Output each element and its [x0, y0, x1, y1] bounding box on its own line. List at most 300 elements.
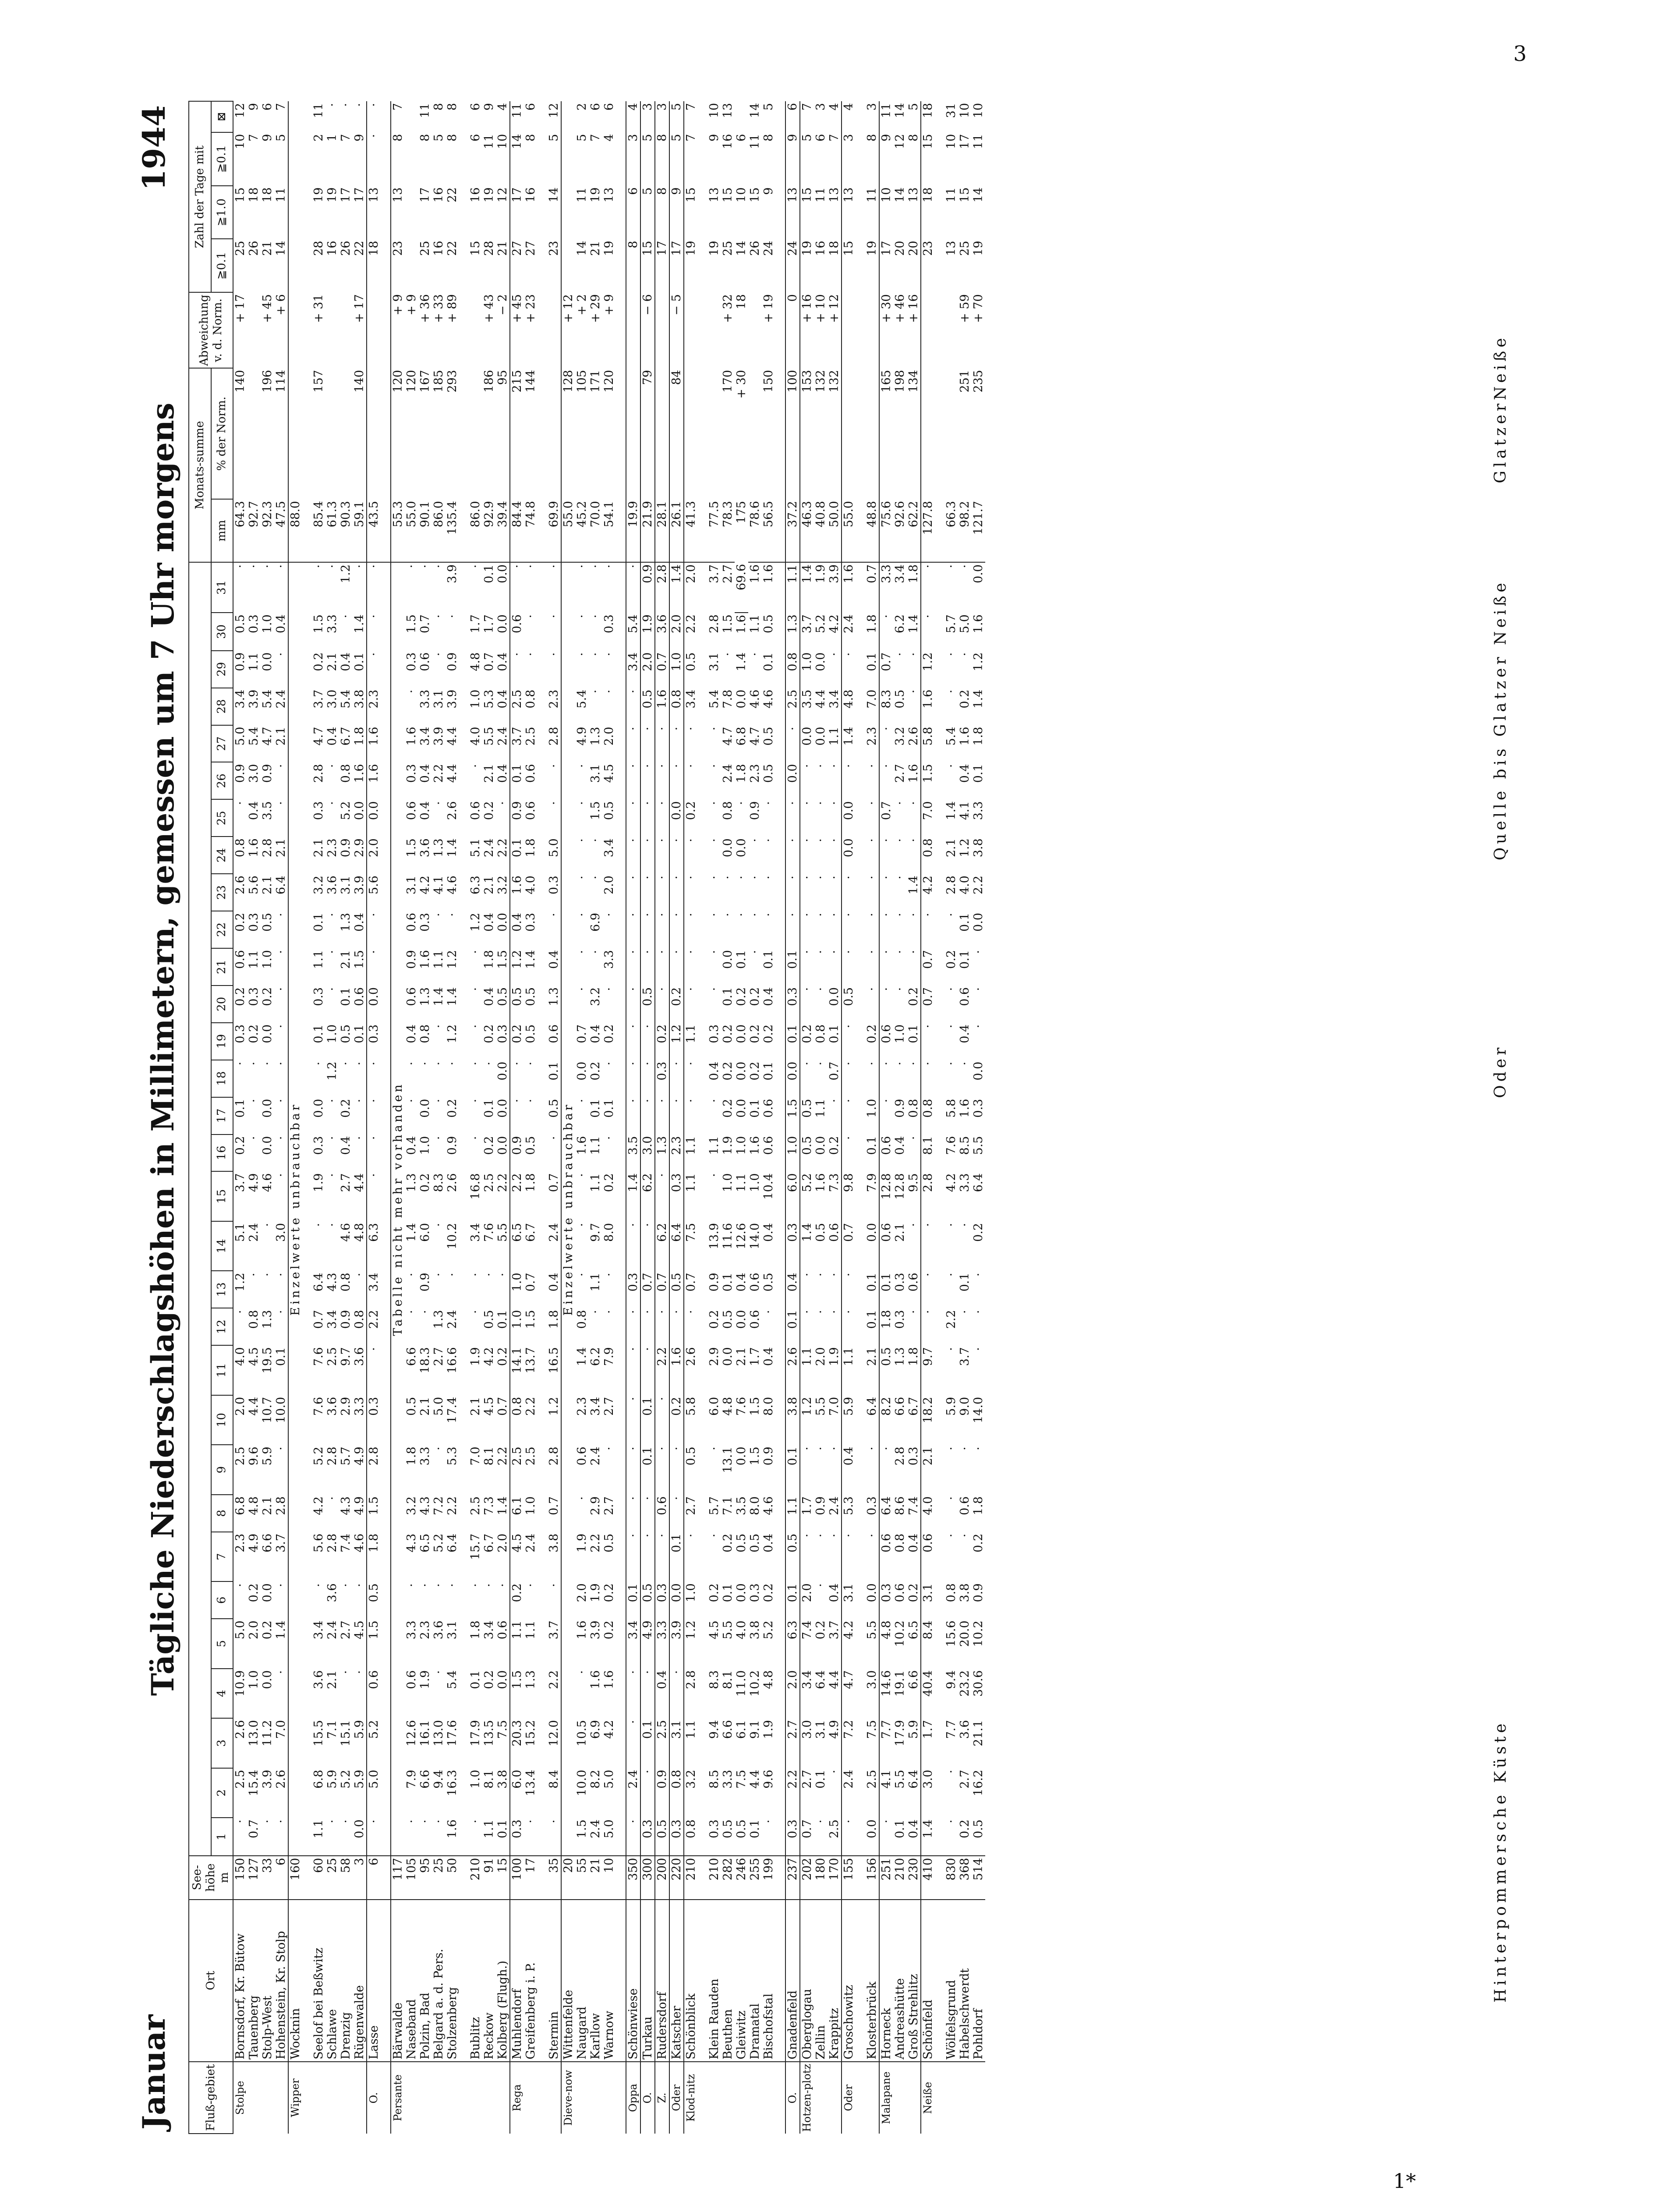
day-value: 0.2 [972, 1533, 985, 1553]
day-value: 0.7 [655, 651, 669, 688]
deviation: + 9 [391, 292, 405, 368]
day-value: · [842, 651, 865, 688]
day-value: 8.1 [921, 1134, 944, 1172]
percent-norm [865, 368, 879, 499]
day-value: 2.0 [367, 837, 391, 874]
day-value: 6.5 [418, 1533, 432, 1553]
day-value: 0.2 [958, 689, 972, 709]
day-value: 15.5 [312, 1720, 325, 1747]
day-value: · [958, 652, 972, 656]
day-value: · [800, 911, 814, 948]
percent-norm: 100 [785, 368, 800, 499]
day-value: 1.8 [469, 1620, 482, 1640]
day-value: 2.4 [482, 838, 496, 858]
station-name: Tauenberg [247, 1900, 261, 2062]
flussgebiet-cell [589, 2062, 602, 2134]
deviation [842, 292, 865, 368]
day-value: · [575, 913, 589, 917]
day-value: · [367, 1134, 391, 1172]
day-value: · [233, 562, 247, 613]
day-value: 3.4 [800, 1669, 814, 1719]
table-row [325, 101, 339, 2134]
day-value: · [432, 1273, 446, 1277]
table-row [865, 101, 879, 2134]
day-value: 0.6 [575, 1446, 589, 1466]
day-value: 0.5 [762, 614, 775, 634]
days-box: 8 [432, 103, 446, 111]
day-value: 1.2 [325, 1061, 339, 1081]
region-quelle: Quelle bis Glatzer Neiße [1492, 579, 1510, 861]
elevation-cell: 237 [785, 1856, 800, 1900]
table-row [602, 101, 626, 2134]
day-value: 0.4 [418, 801, 432, 820]
day-value: 1.0 [721, 1173, 735, 1192]
day-value: 13.9 [707, 1223, 721, 1250]
day-value: 12.8 [893, 1173, 907, 1200]
day-value: 2.1 [865, 1347, 879, 1366]
day-value: 2.7 [958, 1769, 972, 1789]
days-ge01: 20 [893, 241, 907, 256]
day-value: 1.3 [893, 1347, 907, 1366]
day-value: 7.3 [482, 1496, 496, 1515]
deviation: 0 [785, 292, 800, 368]
days-ge01: 19 [865, 241, 879, 256]
day-value: 0.4 [247, 801, 261, 820]
day-value: 0.2 [684, 799, 707, 837]
elevation-cell: 282 [721, 1856, 735, 1900]
day-value: 1.1 [785, 562, 800, 613]
day-value: 13.1 [721, 1446, 735, 1473]
station-name: Naseband [405, 1900, 418, 2062]
day-value: 1.5 [748, 1397, 762, 1416]
monthly-sum: 98.2 [958, 499, 972, 562]
monthly-sum: 28.1 [655, 499, 669, 562]
day-value: · [626, 1345, 640, 1395]
monthly-sum: 92.3 [261, 499, 274, 562]
day-value: 5.5 [893, 1769, 907, 1789]
day-value: · [707, 727, 721, 731]
days-ge01: 25 [233, 239, 247, 292]
day-value: 7.8 [721, 689, 735, 709]
day-value: · [684, 1060, 707, 1097]
day-value: 0.5 [496, 987, 509, 1006]
day-value: 11.2 [261, 1720, 274, 1747]
day-value: · [524, 1099, 538, 1103]
monthly-sum: 84.4 [510, 499, 524, 562]
days-ge10: 18 [247, 187, 261, 202]
day-value: · [944, 1769, 958, 1774]
day-value: 2.8 [547, 1446, 561, 1466]
day-value: 3.2 [405, 1496, 418, 1515]
day-value: 6.3 [785, 1619, 800, 1669]
days-ge10: 10 [879, 186, 893, 239]
monthly-sum: 77.5 [707, 499, 721, 562]
day-value: 3.9 [353, 876, 366, 895]
day-value: 1.5 [524, 1310, 538, 1329]
day-value: · [339, 1819, 353, 1823]
table-row [972, 101, 985, 2134]
day-value: 0.4 [418, 764, 432, 783]
day-value: 4.5 [353, 1620, 366, 1640]
day-value: 1.9 [312, 1173, 325, 1192]
day-value: 2.5 [510, 1445, 524, 1495]
day-value: 5.0 [367, 1768, 391, 1818]
day-value: · [669, 837, 684, 874]
day-value: 0.1 [721, 1583, 735, 1602]
day-value: 7.5 [684, 1221, 707, 1271]
days-ge01: 25 [958, 241, 972, 256]
day-value: 0.8 [921, 1097, 944, 1134]
monthly-sum: 59.1 [353, 499, 367, 562]
day-value: 2.1 [325, 1670, 339, 1689]
day-value: 1.0 [524, 1496, 538, 1515]
day-value: 0.2 [233, 911, 247, 948]
day-value: 1.8 [367, 1532, 391, 1582]
col-day: 30 [211, 613, 233, 651]
day-value: 5.5 [972, 1136, 985, 1155]
days-ge01: 27 [510, 239, 524, 292]
day-value: 4.2 [842, 1619, 865, 1669]
day-value: 6.4 [865, 1397, 879, 1416]
day-value: 2.0 [800, 1581, 814, 1619]
day-value: 0.3 [247, 987, 261, 1006]
day-value: 0.2 [865, 1024, 879, 1043]
day-value: 3.0 [274, 1223, 288, 1242]
day-value: 0.2 [589, 1061, 602, 1081]
day-value: · [325, 1496, 339, 1500]
day-value: 3.7 [958, 1347, 972, 1366]
flussgebiet-cell [721, 2062, 735, 2134]
day-value: · [640, 911, 655, 948]
flussgebiet-cell [828, 2062, 842, 2134]
day-value: · [575, 564, 589, 568]
day-value: 3.3 [405, 1620, 418, 1640]
day-value: · [707, 764, 721, 768]
day-value: 0.0 [261, 1136, 274, 1155]
day-value: 12.6 [735, 1223, 748, 1250]
day-value: · [707, 1446, 721, 1450]
day-value: 0.1 [602, 1099, 616, 1118]
day-value: 0.3 [418, 913, 432, 932]
day-value: 16.2 [972, 1769, 985, 1796]
day-value: 0.1 [312, 913, 325, 932]
day-value: 6.2 [589, 1347, 602, 1366]
days-ge10: 17 [339, 187, 353, 202]
day-value: 3.0 [921, 1768, 944, 1818]
day-value: 6.4 [907, 1769, 920, 1789]
day-value: · [261, 564, 274, 568]
day-value: 1.5 [721, 614, 735, 634]
day-value: 1.0 [748, 1173, 762, 1192]
percent-norm: 171 [589, 370, 602, 393]
day-value: 1.4 [907, 876, 920, 895]
day-value: 0.1 [482, 1099, 496, 1118]
day-value: 0.4 [496, 764, 509, 783]
day-value: 4.6 [261, 1173, 274, 1192]
day-value: 0.7 [575, 1024, 589, 1043]
day-value: · [944, 913, 958, 917]
day-value: · [575, 1670, 589, 1674]
deviation [247, 292, 261, 368]
day-value: 3.4 [893, 564, 907, 583]
monthly-sum: 78.3 [721, 499, 735, 562]
day-value: 1.5 [405, 838, 418, 858]
day-value: · [482, 1583, 496, 1587]
day-value: 0.0 [828, 987, 841, 1006]
day-value: 1.9 [640, 613, 655, 651]
deviation: + 9 [405, 294, 418, 316]
table-row [842, 101, 865, 2134]
day-value: 1.9 [418, 1670, 432, 1689]
day-value: 6.6 [405, 1347, 418, 1366]
day-value: 0.5 [510, 986, 524, 1023]
day-value: 2.8 [684, 1669, 707, 1719]
day-value: · [602, 913, 616, 917]
day-value: · [865, 838, 879, 842]
table-row [655, 101, 669, 2134]
day-value: · [274, 564, 288, 568]
day-value: · [510, 651, 524, 688]
elevation-cell: 251 [879, 1856, 893, 1900]
day-value: 16.5 [547, 1347, 561, 1374]
day-value: · [626, 1669, 640, 1719]
elevation-cell: 255 [748, 1856, 762, 1900]
days-snow: 7 [247, 134, 261, 142]
day-value: 0.1 [972, 764, 985, 783]
days-box: 3 [865, 103, 879, 111]
day-value: 0.0 [496, 1061, 509, 1081]
day-value: 2.8 [921, 1171, 944, 1221]
day-value: 1.8 [972, 727, 985, 746]
day-value: · [405, 689, 418, 694]
flussgebiet-cell [814, 2062, 828, 2134]
col-day: 23 [211, 874, 233, 911]
day-value: · [865, 876, 879, 879]
deviation [707, 292, 721, 368]
day-value: · [762, 876, 775, 879]
day-value: · [879, 837, 893, 874]
day-value: 0.9 [748, 801, 762, 820]
day-value: 0.5 [655, 1818, 669, 1856]
day-value: 1.7 [482, 614, 496, 634]
day-value: 0.8 [575, 1310, 589, 1329]
table-row [735, 101, 748, 2134]
station-name: Oberglogau [800, 1900, 814, 2062]
day-value: 0.1 [353, 1024, 366, 1043]
day-value: 4.4 [446, 764, 459, 783]
day-value: 1.4 [669, 562, 684, 613]
day-value: 0.6 [879, 1023, 893, 1060]
day-value: · [879, 874, 893, 911]
day-value: 1.1 [482, 1819, 496, 1839]
days-box: 6 [785, 101, 800, 132]
day-value: · [865, 1533, 879, 1538]
day-value: 0.3 [655, 1060, 669, 1097]
day-value: · [879, 1097, 893, 1134]
day-value: · [626, 562, 640, 613]
day-value: 2.0 [602, 876, 616, 895]
day-value: · [921, 911, 944, 948]
col-day: 10 [211, 1395, 233, 1445]
day-value: 1.9 [589, 1583, 602, 1602]
elevation-cell: 350 [626, 1856, 640, 1900]
day-value: 7.7 [879, 1718, 893, 1768]
day-value: · [707, 987, 721, 991]
station-name: Zellin [814, 1900, 828, 2062]
day-value: · [842, 874, 865, 911]
day-value: 0.2 [482, 1024, 496, 1043]
day-value: 3.9 [247, 689, 261, 709]
day-value: · [446, 913, 459, 917]
day-value: 0.3 [367, 1023, 391, 1060]
monthly-sum: 86.0 [469, 499, 482, 562]
day-value: 0.9 [707, 1273, 721, 1292]
day-value: 0.3 [655, 1581, 669, 1619]
deviation: + 12 [828, 294, 841, 323]
day-value: 1.1 [247, 950, 261, 969]
day-value: · [446, 614, 459, 618]
day-value: · [432, 913, 446, 917]
days-ge01: 14 [575, 241, 589, 256]
days-box: 11 [418, 103, 432, 118]
day-value: 6.1 [735, 1720, 748, 1739]
day-value: 0.1 [547, 1061, 561, 1081]
day-value: 0.8 [907, 1099, 920, 1118]
col-day: 7 [211, 1532, 233, 1582]
day-value: · [575, 1173, 589, 1177]
day-value: · [640, 1495, 655, 1532]
day-value: 6.8 [735, 727, 748, 746]
days-snow: 8 [762, 134, 775, 142]
day-value: 4.2 [312, 1496, 325, 1515]
day-value: 1.0 [261, 614, 274, 634]
day-value: · [602, 1310, 616, 1314]
day-value: 2.1 [261, 1496, 274, 1515]
day-value: 2.3 [233, 1532, 247, 1582]
day-value: 2.2 [972, 876, 985, 895]
days-ge10: 15 [684, 186, 707, 239]
days-box: 9 [247, 103, 261, 111]
day-value: 1.6 [418, 950, 432, 969]
day-value: 1.3 [339, 913, 353, 932]
day-value: 2.1 [312, 838, 325, 858]
flussgebiet-cell [325, 2062, 339, 2134]
day-value: 0.4 [589, 1024, 602, 1043]
table-row [626, 101, 640, 2134]
day-value: 2.2 [589, 1533, 602, 1553]
day-value: 2.5 [510, 688, 524, 725]
day-value: 6.2 [893, 614, 907, 634]
day-value: 0.7 [842, 1221, 865, 1271]
percent-norm: 132 [814, 370, 828, 393]
station-name: Schönwiese [626, 1900, 640, 2062]
day-value: 0.6 [233, 948, 247, 986]
flussgebiet-cell [762, 2062, 785, 2134]
col-seehoehe: See-höhe m [189, 1856, 233, 1900]
day-value: · [274, 1099, 288, 1103]
day-value: · [800, 1271, 814, 1308]
day-value: 0.5 [748, 1533, 762, 1553]
day-value: · [958, 1061, 972, 1066]
day-value: · [602, 1446, 616, 1450]
percent-norm: 196 [261, 370, 274, 393]
day-value: · [655, 1445, 669, 1495]
day-value: · [274, 1583, 288, 1587]
flussgebiet-cell: Persante [391, 2062, 405, 2134]
day-value: 1.3 [589, 727, 602, 746]
day-value: 5.4 [626, 613, 640, 651]
day-value: · [669, 911, 684, 948]
day-value: · [893, 801, 907, 805]
col-box: ⊠ [211, 101, 233, 132]
percent-norm [748, 368, 762, 499]
day-value: 0.1 [233, 1097, 247, 1134]
day-value: 9.0 [958, 1397, 972, 1416]
deviation [865, 292, 879, 368]
day-value: · [367, 562, 391, 613]
station-name: Beuthen [721, 1900, 735, 2062]
day-value: 0.6 [762, 1099, 775, 1118]
days-box: · [325, 103, 339, 107]
days-box [405, 101, 418, 132]
day-value: 0.1 [721, 987, 735, 1006]
percent-norm [842, 368, 865, 499]
day-value: 2.6 [446, 801, 459, 820]
day-value: · [785, 911, 800, 948]
day-value: · [684, 837, 707, 874]
day-value: 0.4 [785, 1271, 800, 1308]
day-value: · [814, 1446, 828, 1450]
day-value: 2.0 [785, 1669, 800, 1719]
elevation-cell: 300 [640, 1856, 655, 1900]
day-value: 0.4 [339, 1136, 353, 1155]
day-value: 0.2 [762, 1583, 775, 1602]
percent-norm [367, 368, 391, 499]
days-snow: 8 [418, 134, 432, 142]
days-snow: 15 [921, 132, 944, 186]
day-value: 1.5 [496, 950, 509, 969]
day-value: · [655, 1308, 669, 1345]
day-value: · [469, 764, 482, 768]
col-day: 16 [211, 1134, 233, 1172]
day-value: 6.7 [482, 1533, 496, 1553]
day-value: · [921, 613, 944, 651]
table-row [944, 101, 958, 2134]
day-value: 3.9 [446, 564, 459, 583]
flussgebiet-cell [972, 2062, 985, 2134]
day-value: 3.2 [496, 876, 509, 895]
day-value: 1.5 [353, 950, 366, 969]
day-value: 0.2 [418, 1173, 432, 1192]
day-value: · [944, 1347, 958, 1351]
days-box: 3 [640, 101, 655, 132]
day-value: · [907, 1136, 920, 1140]
day-value: · [879, 1818, 893, 1856]
day-value: · [405, 564, 418, 568]
day-value: 0.0 [735, 838, 748, 858]
day-value: 0.1 [785, 1023, 800, 1060]
day-value: 3.1 [842, 1581, 865, 1619]
day-value: 2.0 [575, 1583, 589, 1602]
day-value: · [626, 725, 640, 762]
day-value: 1.3 [785, 613, 800, 651]
days-snow: 3 [842, 132, 865, 186]
day-value: 3.5 [800, 688, 814, 725]
day-value: 0.0 [721, 838, 735, 858]
day-value: 12.6 [405, 1720, 418, 1747]
day-value: · [432, 652, 446, 656]
day-value: 4.7 [721, 727, 735, 746]
